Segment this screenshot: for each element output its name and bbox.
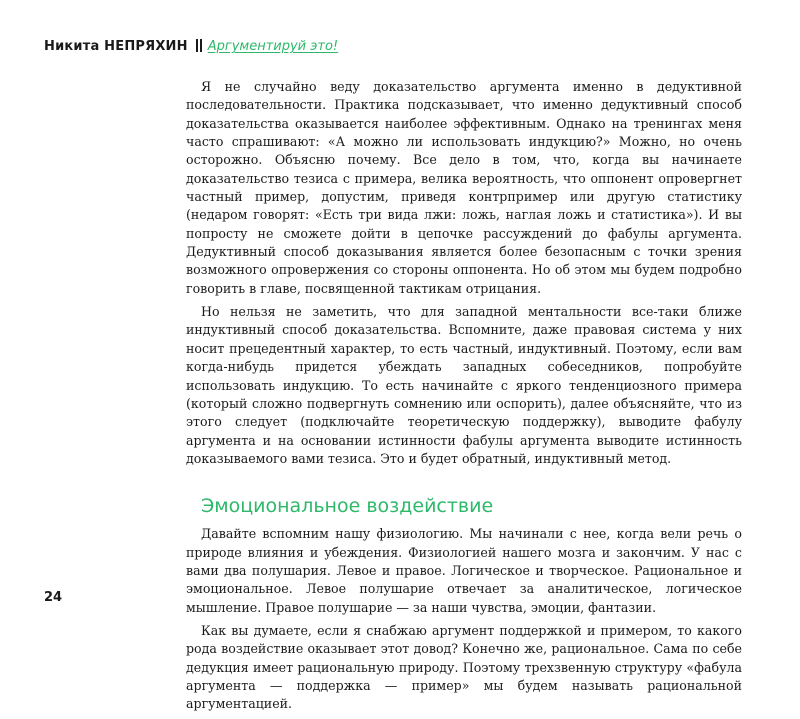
- page-number: 24: [44, 590, 63, 605]
- page-body: [186, 78, 742, 719]
- running-header: [44, 38, 338, 56]
- author-name: Никита НЕПРЯХИН: [44, 39, 188, 54]
- section-heading: Эмоциональное воздействие: [201, 495, 494, 518]
- book-title-link[interactable]: Аргументируй это!: [207, 39, 339, 54]
- paragraph-deduction: Я не случайно веду доказательство аргумента именно в дедуктивной последовательности. Практика подсказывает, что именно дедуктивный способ доказательства оказывается наиболее эффективным. Однако на тренингах меня часто спрашивают: «А можно ли использовать индукцию?» Можно, но очень осторожно. Объясню почему. Все дело в том, что, когда вы начинаете доказательство тезиса с примера, велика вероятность, что оппонент опровергнет частный пример, допустим, приведя контрпример или другую статистику (недаром говорят: «Есть три вида лжи: ложь, наглая ложь и статистика»). И вы попросту не сможете дойти в цепочке рассуждений до фабулы аргумента. Дедуктивный способ доказывания является более безопасным с точки зрения возможного опровержения со стороны оппонента. Но об этом мы будем подробно говорить в главе, посвященной тактикам отрицания.: [186, 79, 742, 296]
- header-separator: [196, 39, 202, 52]
- paragraph-induction: Но нельзя не заметить, что для западной ментальности все-таки ближе индуктивный способ доказательства. Вспомните, даже правовая система у них носит прецедентный характер, то есть частный, индуктивный. Поэтому, если вам когда-нибудь придется убеждать западных собеседников, попробуйте использовать индукцию. То есть начинайте с яркого тенденциозного примера (который сложно подвергнуть сомнению или оспорить), далее объясняйте, что из этого следует (подключайте теоретическую поддержку), выводите фабулу аргумента и на основании истинности фабулы аргумента выводите истинность доказываемого вами тезиса. Это и будет обратный, индуктивный метод.: [186, 304, 742, 466]
- paragraph-physiology: Давайте вспомним нашу физиологию. Мы начинали с нее, когда вели речь о природе влияния и убеждения. Физиологией нашего мозга и закончим. У нас с вами два полушария. Левое и правое. Логическое и творческое. Рациональное и эмоциональное. Левое полушарие отвечает за аналитическое, логическое мышление. Правое полушарие — за наши чувства, эмоции, фантазии.: [186, 526, 742, 615]
- paragraph-rational: Как вы думаете, если я снабжаю аргумент поддержкой и примером, то какого рода воздействие оказывает этот довод? Конечно же, рациональное. Сама по себе дедукция имеет рациональную природу. Поэтому трехзвенную структуру «фабула аргумента — поддержка — пример» мы будем называть рациональной аргументацией.: [186, 622, 742, 712]
